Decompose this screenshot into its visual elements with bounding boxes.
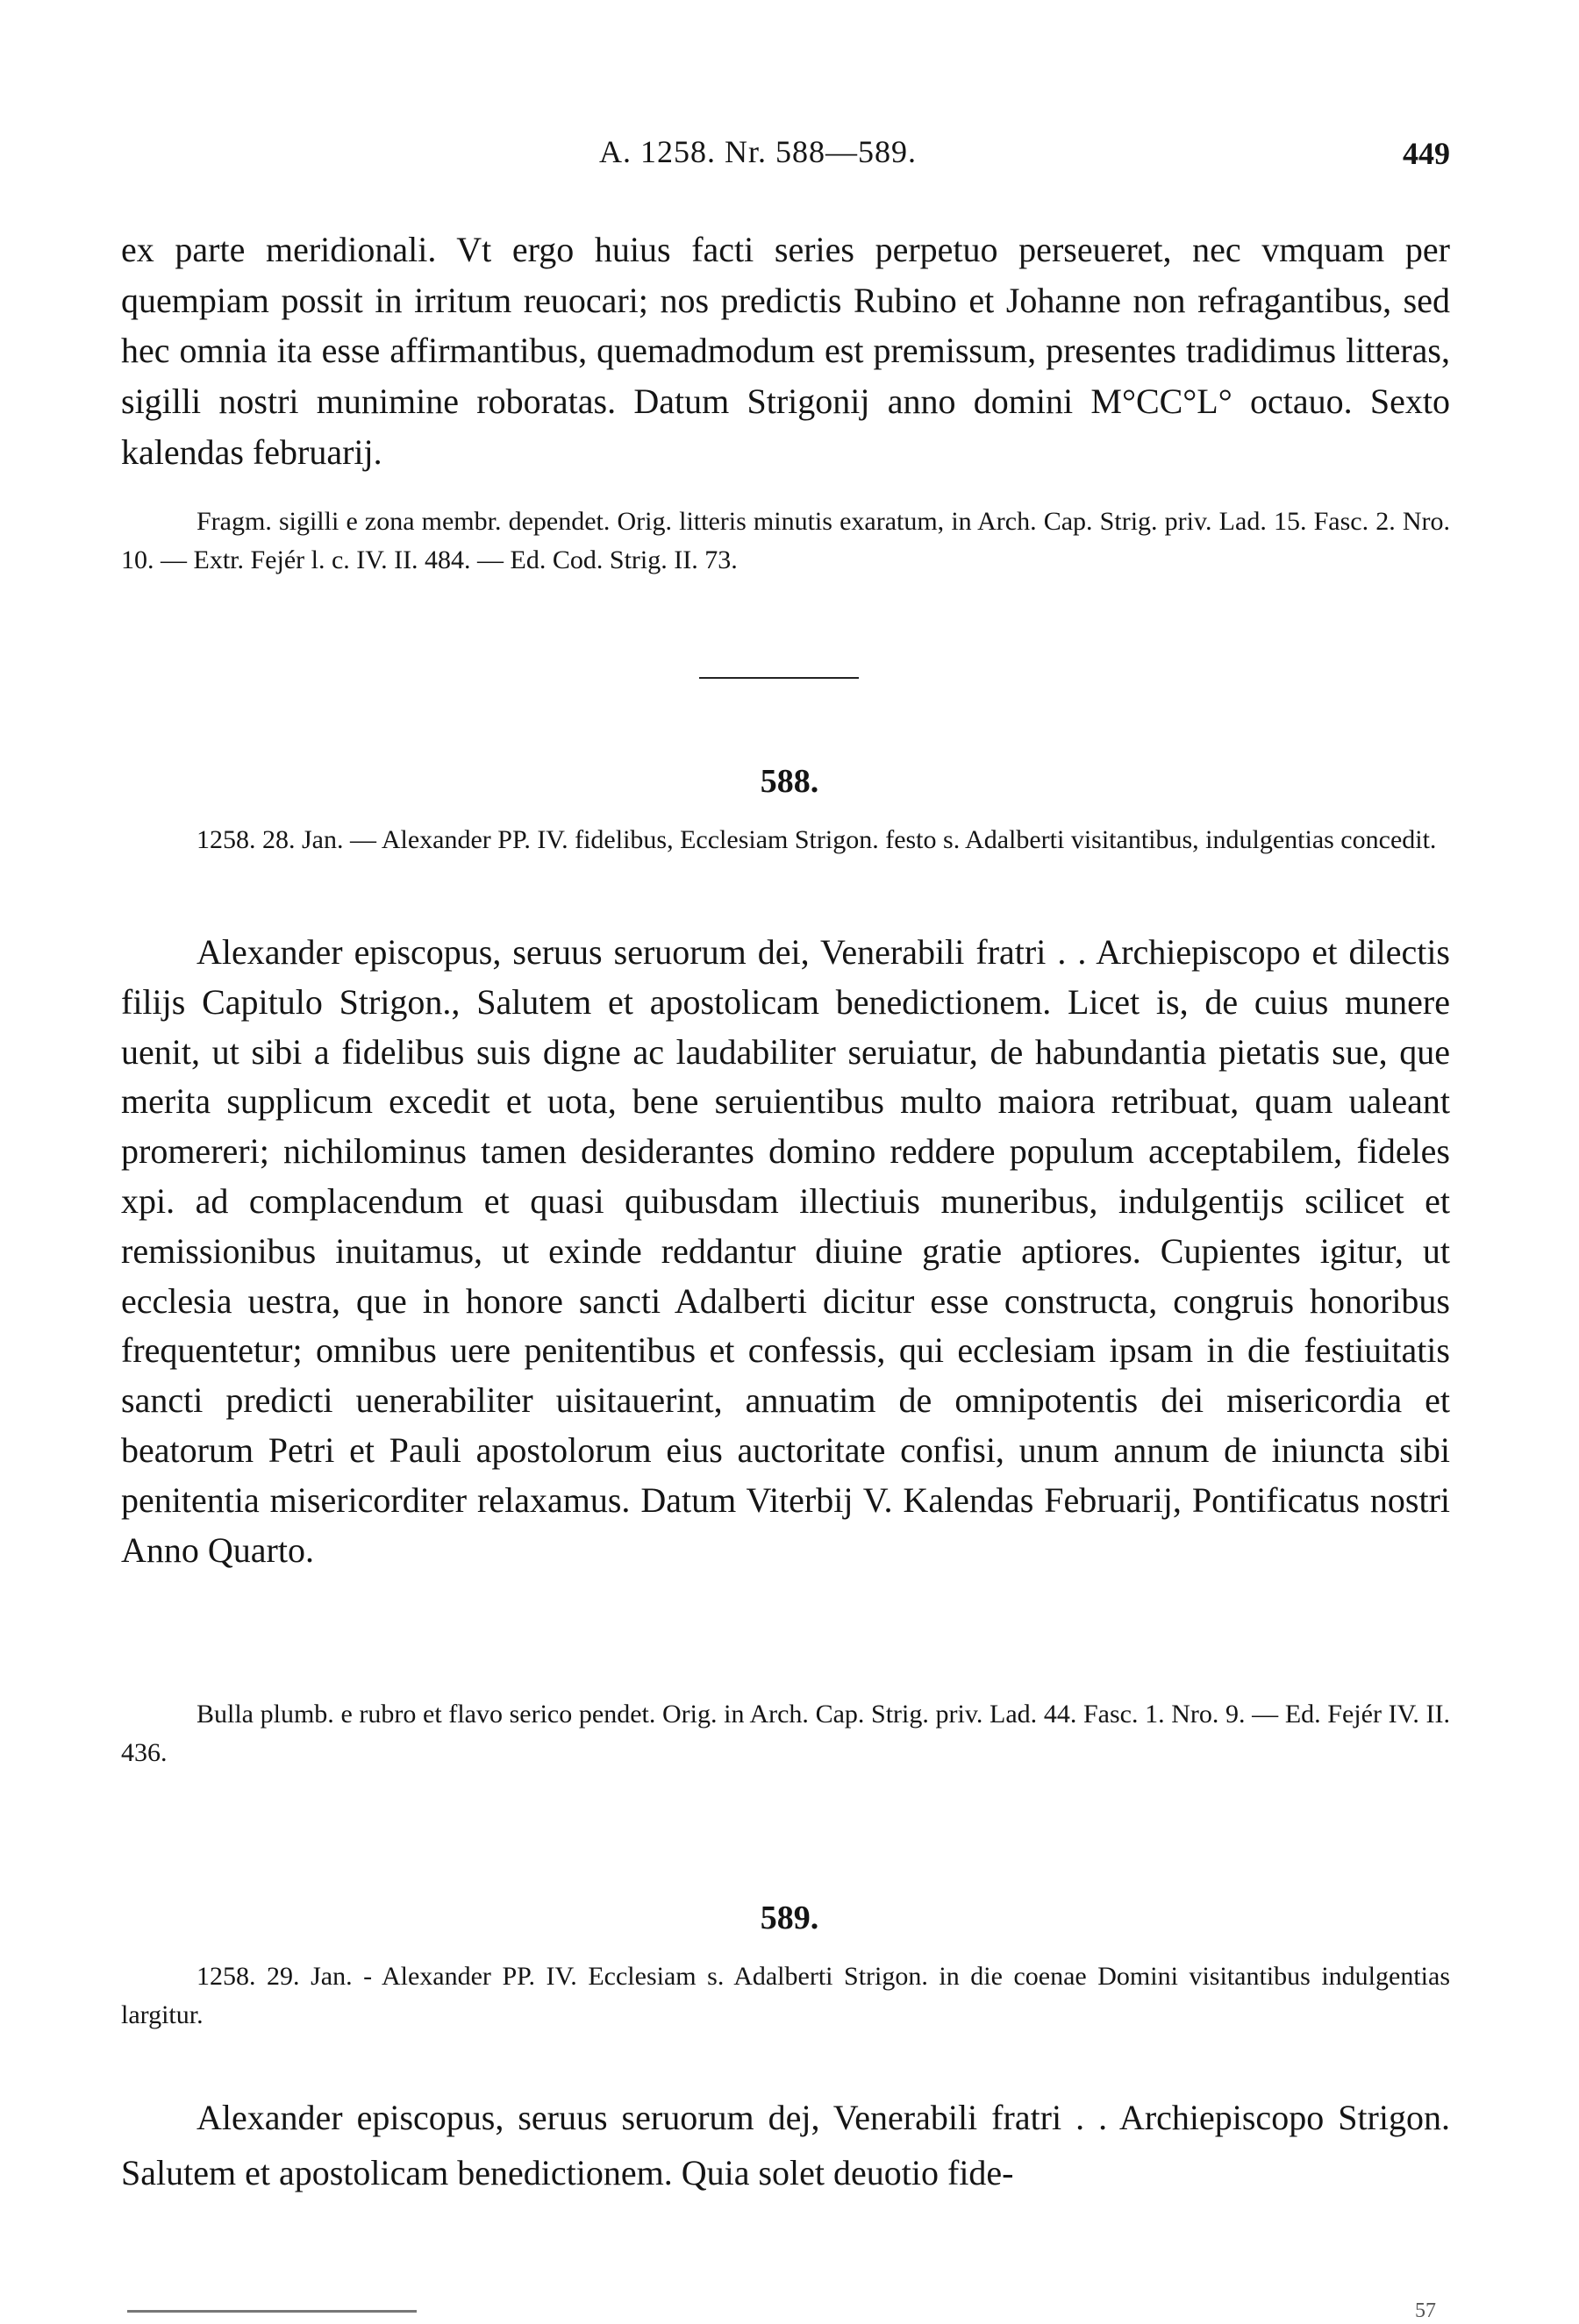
document-summary: 1258. 29. Jan. - Alexander PP. IV. Ecclesiam s. Adalberti Strigon. in die coenae Domini visitantibus indulgentias largitur. [121, 1962, 1450, 2029]
page-footer [127, 2298, 1452, 2324]
document-text: Alexander episcopus, seruus seruorum dej, Venerabili fratri . . Archiepiscopo Strigon. Salutem et apostolicam benedictionem. Quia solet deuotio fide- [121, 2098, 1450, 2192]
document-summary: 1258. 28. Jan. — Alexander PP. IV. fidelibus, Ecclesiam Strigon. festo s. Adalberti visitantibus, indulgentias concedit. [196, 825, 1437, 854]
continuation-paragraph: ex parte meridionali. Vt ergo huius facti series perpetuo perseueret, nec vmquam per quempiam possit in irritum reuocari; nos predictis Rubino et Johanne non refragantibus, sed hec omnia ita esse affirmantibus, quemadmodum est premissum, presentes tradidimus litteras, sigilli nostri munimine roboratas. Datum Strigonij anno domini M°CC°L° octauo. Sexto kalendas februarij. [121, 230, 1450, 472]
document-number: 589. [760, 1900, 819, 1936]
document-text: Alexander episcopus, seruus seruorum dei, Venerabili fratri . . Archiepiscopo et dilectis filijs Capitulo Strigon., Salutem et apostolicam benedictionem. Licet is, de cuius munere uenit, ut sibi a fidelibus suis digne ac laudabiliter seruiatur, de habundantia pietatis sue, que merita supplicum excedit et uota, bene seruientibus multo maiora retribuat, quam ualeant promereri; nichilominus tamen desiderantes domino reddere populum acceptabilem, fideles xpi. ad complacendum et quasi quibusdam illectiuis muneribus, indulgentijs scilicet et remissionibus inuitamus, ut exinde reddantur diuine gratie aptiores. Cupientes igitur, ut ecclesia uestra, que in honore sancti Adalberti dicitur esse constructa, congruis honoribus frequentetur; omnibus uere penitentibus et confessis, qui ecclesiam ipsam in die festiuitatis sancti predicti uenerabiliter uisitauerint, annuatim de omnipotentis dei misericordia et beatorum Petri et Pauli apostolorum eius auctoritate confisi, unum annum de iniuncta sibi penitentia misericorditer relaxamus. Datum Viterbij V. Kalendas Februarij, Pontificatus nostri Anno Quarto. [121, 932, 1450, 1570]
footer-rule [127, 2310, 417, 2313]
source-note: Fragm. sigilli e zona membr. dependet. Orig. litteris minutis exaratum, in Arch. Cap. Strig. priv. Lad. 15. Fasc. 2. Nro. 10. — Extr. Fejér l. c. IV. II. 484. — Ed. Cod. Strig. II. 73. [121, 507, 1450, 574]
document-number: 588. [760, 763, 819, 800]
running-head [121, 133, 1450, 177]
running-title: A. 1258. Nr. 588—589. [599, 134, 917, 169]
page-number: 449 [1403, 136, 1450, 171]
signature-mark: 57 [1415, 2299, 1436, 2322]
section-divider [699, 677, 859, 679]
source-note: Bulla plumb. e rubro et flavo serico pendet. Orig. in Arch. Cap. Strig. priv. Lad. 44. Fasc. 1. Nro. 9. — Ed. Fejér IV. II. 436. [121, 1700, 1450, 1767]
